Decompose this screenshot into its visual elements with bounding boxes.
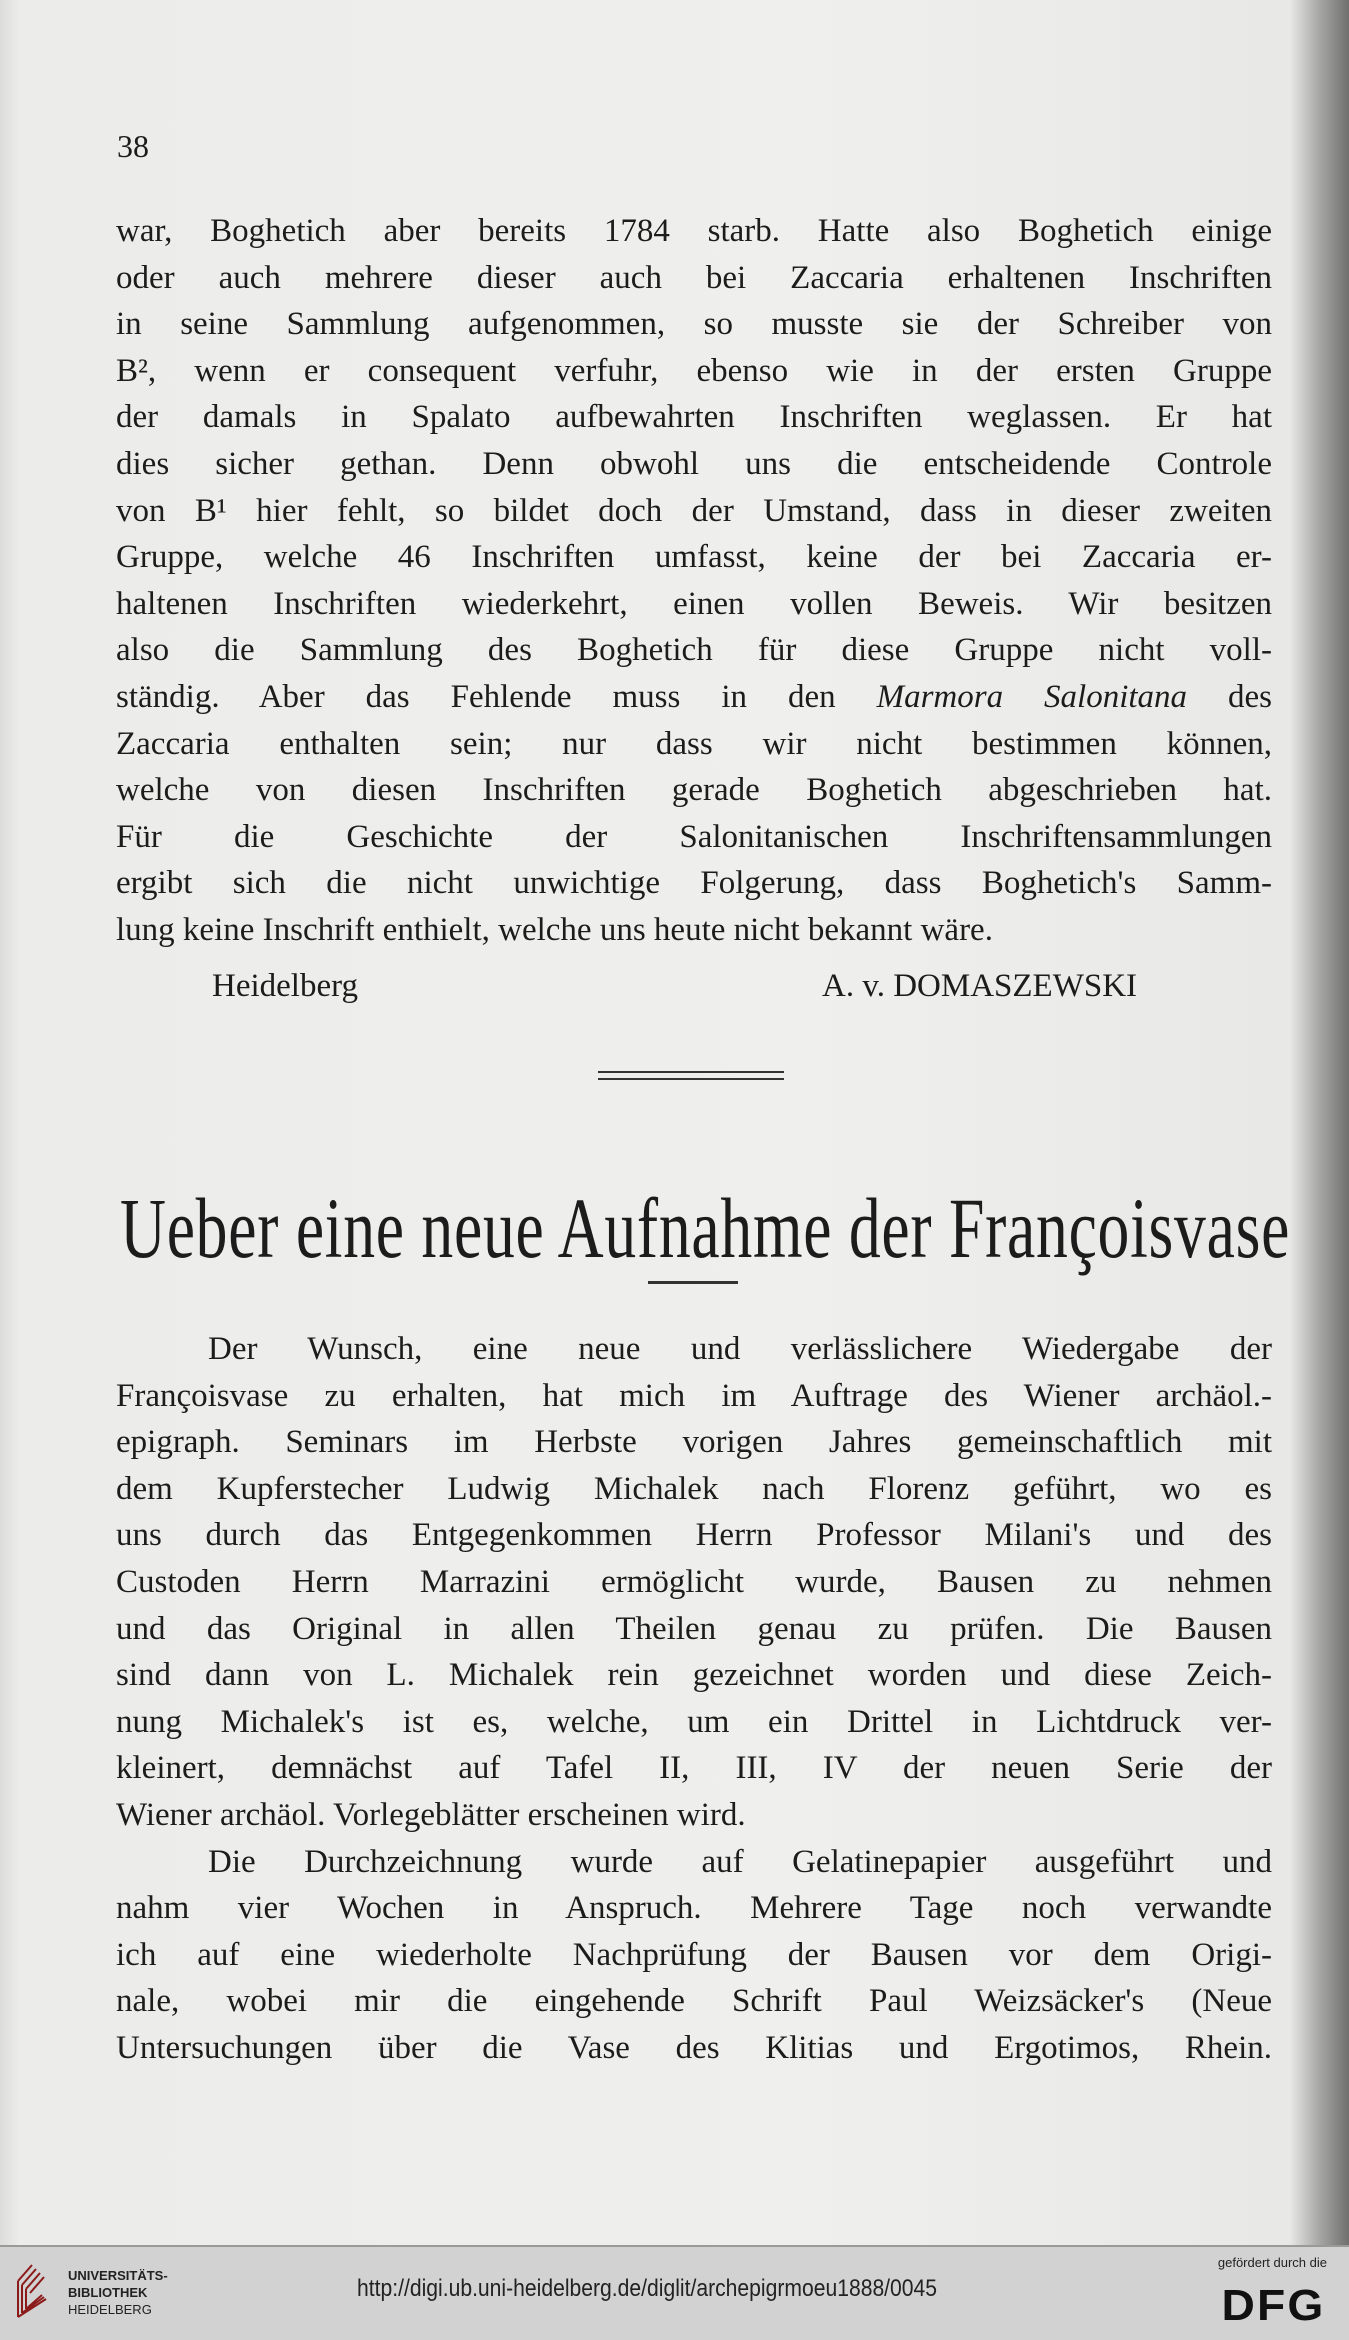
text-line: oder auch mehrere dieser auch bei Zaccaria erhaltenen Inschriften	[116, 259, 1272, 296]
text-line: also die Sammlung des Boghetich für diese Gruppe nicht voll-	[116, 632, 1272, 669]
section1-body	[116, 208, 1272, 954]
text-line: Custoden Herrn Marrazini ermöglicht wurde, Bausen zu nehmen	[116, 1563, 1272, 1600]
text-line: welche von diesen Inschriften gerade Boghetich abgeschrieben hat.	[116, 772, 1272, 809]
text-line: Die Durchzeichnung wurde auf Gelatinepapier ausgeführt und	[208, 1843, 1272, 1880]
text-line-with-italic	[116, 674, 1272, 721]
text-line: Françoisvase zu erhalten, hat mich im Auftrage des Wiener archäol.-	[116, 1377, 1272, 1414]
text-line: nahm vier Wochen in Anspruch. Mehrere Tage noch verwandte	[116, 1890, 1272, 1927]
text-line: haltenen Inschriften wiederkehrt, einen vollen Beweis. Wir besitzen	[116, 585, 1272, 622]
text-line: Gruppe, welche 46 Inschriften umfasst, keine der bei Zaccaria er-	[116, 539, 1272, 576]
text-line: Der Wunsch, eine neue und verlässlichere Wiedergabe der	[208, 1331, 1272, 1367]
text-line: nale, wobei mir die eingehende Schrift Paul Weizsäcker's (Neue	[116, 1983, 1272, 2020]
library-line: HEIDELBERG	[68, 2302, 152, 2317]
funding-label: gefördert durch die	[1217, 2255, 1327, 2270]
library-name	[68, 2267, 168, 2318]
text-line: kleinert, demnächst auf Tafel II, III, IV der neuen Serie der	[116, 1750, 1272, 1787]
text-line: uns durch das Entgegenkommen Herrn Professor Milani's und des	[116, 1517, 1272, 1554]
italic-title: Marmora Salonitana	[876, 678, 1188, 715]
text-line: von B¹ hier fehlt, so bildet doch der Umstand, dass in dieser zweiten	[116, 492, 1272, 529]
text-segment: des	[1228, 678, 1273, 715]
text-line: sind dann von L. Michalek rein gezeichnet worden und diese Zeich-	[116, 1657, 1272, 1694]
permalink-url[interactable]: http://digi.ub.uni-heidelberg.de/diglit/archepigrmoeu1888/0045	[357, 2275, 938, 2302]
text-line: der damals in Spalato aufbewahrten Inschriften weglassen. Er hat	[116, 399, 1272, 436]
text-line: epigraph. Seminars im Herbste vorigen Jahres gemeinschaftlich mit	[116, 1424, 1272, 1461]
page-number: 38	[117, 128, 149, 164]
text-line: dies sicher gethan. Denn obwohl uns die entscheidende Controle	[116, 445, 1272, 482]
text-line: Für die Geschichte der Salonitanischen Inschriftensammlungen	[116, 818, 1272, 855]
text-line: Untersuchungen über die Vase des Klitias und Ergotimos, Rhein.	[116, 2029, 1272, 2066]
text-line: und das Original in allen Theilen genau zu prüfen. Die Bausen	[116, 1610, 1272, 1647]
library-line: UNIVERSITÄTS-	[68, 2268, 168, 2283]
text-segment: ständig. Aber das Fehlende muss in den	[116, 678, 836, 715]
university-library-logo-icon	[14, 2261, 54, 2325]
text-line: Wiener archäol. Vorlegeblätter erscheinen wird.	[116, 1796, 746, 1833]
text-line: ich auf eine wiederholte Nachprüfung der Bausen vor dem Origi-	[116, 1936, 1272, 1973]
text-line: war, Boghetich aber bereits 1784 starb. Hatte also Boghetich einige	[116, 213, 1272, 249]
text-line: lung keine Inschrift enthielt, welche uns heute nicht bekannt wäre.	[116, 911, 993, 948]
section2-body	[116, 1326, 1272, 2072]
text-line: ergibt sich die nicht unwichtige Folgerung, dass Boghetich's Samm-	[116, 865, 1272, 902]
text-line: Zaccaria enthalten sein; nur dass wir nicht bestimmen können,	[116, 725, 1272, 762]
signature-author: A. v. DOMASZEWSKI	[822, 968, 1138, 1004]
article-heading: Ueber eine neue Aufnahme der Françoisvase	[120, 1180, 1291, 1276]
heading-rule	[648, 1281, 738, 1284]
text-line: B², wenn er consequent verfuhr, ebenso wie in der ersten Gruppe	[116, 352, 1272, 389]
library-line: BIBLIOTHEK	[68, 2285, 148, 2300]
section-divider	[598, 1071, 784, 1080]
text-line: dem Kupferstecher Ludwig Michalek nach Florenz geführt, wo es	[116, 1470, 1272, 1507]
text-line: nung Michalek's ist es, welche, um ein Drittel in Lichtdruck ver-	[116, 1703, 1272, 1740]
dfg-logo: DFG	[1221, 2281, 1326, 2330]
text-line: in seine Sammlung aufgenommen, so musste sie der Schreiber von	[116, 306, 1272, 343]
footer-bar	[0, 2245, 1349, 2340]
signature-place: Heidelberg	[212, 968, 359, 1004]
